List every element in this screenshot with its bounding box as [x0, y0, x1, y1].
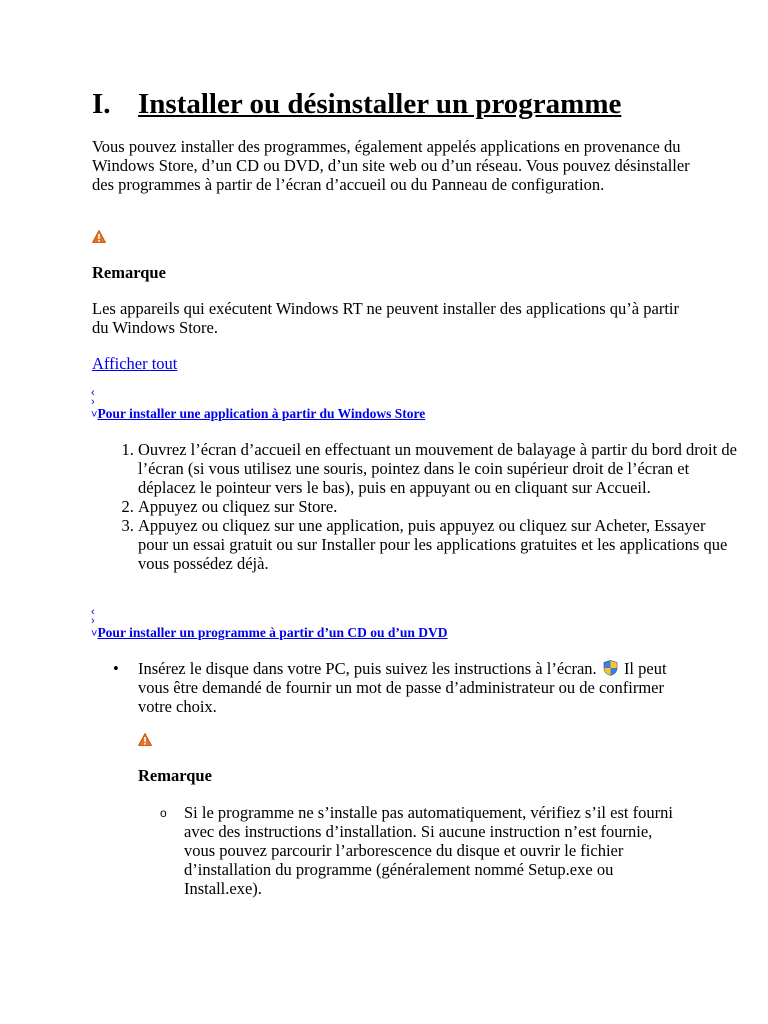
warning-icon	[138, 733, 152, 746]
bullet-text-end: Il peut vous être demandé de fournir un mot de passe d’administrateur ou de confirmer votre choix.	[138, 659, 667, 716]
bullet-text	[138, 659, 673, 716]
chevron-down-icon: ˅	[91, 409, 98, 421]
note-title: Remarque	[138, 766, 212, 785]
page-heading	[92, 86, 621, 122]
list-item: 1. Ouvrez l’écran d’accueil en effectuant un mouvement de balayage à partir du bord droit de l’écran (si vous utilisez une souris, pointez dans le coin supérieur droit de l’écran et déplacez le pointeur vers le bas), puis en appuyant ou en cliquant sur Accueil.	[138, 440, 738, 497]
note-text: Les appareils qui exécutent Windows RT ne peuvent installer des applications qu’à partir du Windows Store.	[92, 299, 679, 337]
sub-bullet-text: Si le programme ne s’installe pas automatiquement, vérifiez s’il est fourni avec des instructions d’installation. Si aucune instruction n’est fournie, vous pouvez parcourir l’arborescence du disque et ouvrir le fichier d’installation du programme (généralement nommé Setup.exe ou Install.exe).	[184, 803, 673, 898]
list-item: 3. Appuyez ou cliquez sur une application, puis appuyez ou cliquez sur Acheter, Essayer pour un essai gratuit ou sur Installer pour les applications gratuites et les applications que vous possédez déjà.	[138, 516, 738, 573]
bullet-dot: •	[113, 659, 119, 678]
heading-number: I.	[92, 88, 111, 120]
sub-bullet-circle: o	[160, 806, 167, 820]
collapse-left-icon[interactable]: ‹	[91, 606, 95, 618]
section-link-cd[interactable]: Pour installer un programme à partir d’un CD ou d’un DVD	[97, 625, 448, 640]
list-item: 2. Appuyez ou cliquez sur Store.	[138, 497, 738, 516]
section-toggle-store[interactable]	[91, 406, 425, 423]
bullet-text-start: Insérez le disque dans votre PC, puis suivez les instructions à l’écran.	[138, 659, 597, 678]
collapse-left-icon[interactable]: ‹	[91, 387, 95, 399]
uac-shield-icon	[603, 660, 618, 676]
intro-paragraph: Vous pouvez installer des programmes, également appelés applications en provenance du Windows Store, d’un CD ou DVD, d’un site web ou d’un réseau. Vous pouvez désinstaller des programmes à partir de l’écran d’accueil ou du Panneau de configuration.	[92, 137, 690, 194]
show-all-link[interactable]: Afficher tout	[92, 354, 178, 373]
store-steps-list	[92, 440, 738, 573]
expand-right-icon[interactable]: ›	[91, 396, 95, 408]
warning-icon	[92, 230, 106, 243]
expand-right-icon[interactable]: ›	[91, 615, 95, 627]
heading-title: Installer ou désinstaller un programme	[138, 88, 622, 120]
section-link-store[interactable]: Pour installer une application à partir du Windows Store	[97, 406, 426, 421]
section-toggle-cd[interactable]	[91, 625, 447, 642]
chevron-down-icon: ˅	[91, 628, 98, 640]
note-title: Remarque	[92, 263, 166, 282]
